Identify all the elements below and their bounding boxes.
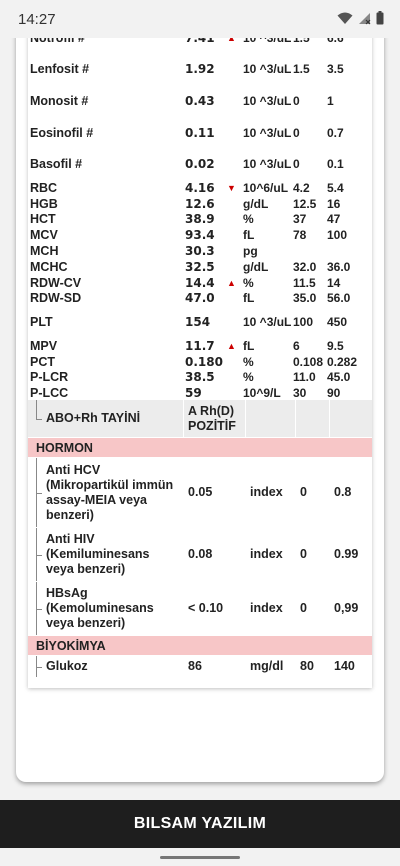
ref-min: 11.0 <box>293 370 316 385</box>
test-unit: pg <box>243 244 258 259</box>
gesture-handle[interactable] <box>160 856 240 859</box>
abo-row <box>28 400 372 438</box>
hormon-rows <box>28 458 372 636</box>
test-value: 0.05 <box>188 485 213 499</box>
abo-name-cell <box>28 400 184 437</box>
cbc-row <box>28 212 372 228</box>
results-panel <box>28 30 372 688</box>
ref-max: 0.8 <box>334 485 352 499</box>
test-unit: 10 ^3/uL <box>243 315 292 330</box>
cbc-row <box>28 354 372 370</box>
test-value: 0.11 <box>185 125 215 140</box>
ref-min: 0.108 <box>293 354 324 369</box>
ref-max: 0.99 <box>334 547 359 561</box>
other-results <box>28 400 372 678</box>
test-value: 14.4 <box>185 275 215 290</box>
test-name: Eosinofil # <box>30 125 94 140</box>
status-time: 14:27 <box>18 11 56 28</box>
ref-max: 0.282 <box>327 354 358 369</box>
test-name: HBsAg (Kemoluminesans veya benzeri) <box>46 586 154 630</box>
ref-max: 450 <box>327 315 348 330</box>
test-name: MCH <box>30 244 59 259</box>
test-unit: index <box>250 547 283 561</box>
test-value: 32.5 <box>185 259 215 274</box>
cbc-row <box>28 148 372 180</box>
result-row <box>28 458 372 528</box>
report-card <box>16 30 384 782</box>
status-bar <box>0 0 400 38</box>
test-name: P-LCC <box>30 386 69 401</box>
test-value: 11.7 <box>185 338 215 353</box>
test-name: Basofil # <box>30 157 83 172</box>
test-unit: g/dL <box>243 259 269 274</box>
test-unit: 10 ^3/uL <box>243 62 292 77</box>
ref-max: 140 <box>334 659 355 673</box>
test-value: 0.08 <box>188 547 213 561</box>
arrow-up-icon: ▲ <box>227 340 236 351</box>
hormon-section-header: HORMON <box>28 438 372 458</box>
test-name: Anti HIV (Kemiluminesans veya benzeri) <box>46 532 150 576</box>
test-unit: fL <box>243 228 255 243</box>
test-value: 154 <box>185 315 211 330</box>
ref-min: 30 <box>293 386 307 401</box>
cbc-row <box>28 370 372 386</box>
test-name: Anti HCV (Mikropartikül immün assay-MEIA veya benzeri) <box>46 462 174 522</box>
ref-min: 100 <box>293 315 314 330</box>
test-name: Monosit # <box>30 93 89 108</box>
cbc-row <box>28 385 372 401</box>
cbc-row <box>28 117 372 149</box>
test-value: 4.16 <box>185 180 215 195</box>
signal-icon <box>358 12 371 25</box>
arrow-up-icon: ▲ <box>227 277 236 288</box>
test-name: HGB <box>30 196 58 211</box>
test-value: 47.0 <box>185 291 215 306</box>
test-name: MCHC <box>30 259 68 274</box>
cbc-row <box>28 338 372 354</box>
ref-max: 5.4 <box>327 180 344 195</box>
result-row <box>28 582 372 636</box>
cbc-results <box>28 30 372 401</box>
cbc-row <box>28 180 372 196</box>
ref-min: 0 <box>293 93 300 108</box>
footer-label: BILSAM YAZILIM <box>133 815 267 832</box>
result-row <box>28 656 372 678</box>
ref-max: 56.0 <box>327 291 351 306</box>
ref-max: 90 <box>327 386 341 401</box>
abo-name: ABO+Rh TAYİNİ <box>46 411 141 425</box>
test-name: PCT <box>30 354 55 369</box>
arrow-down-icon: ▼ <box>227 182 236 193</box>
test-unit: g/dL <box>243 196 269 211</box>
ref-max: 36.0 <box>327 259 351 274</box>
test-value: 59 <box>185 386 202 401</box>
test-name: RDW-CV <box>30 275 82 290</box>
test-name: MCV <box>30 228 58 243</box>
cbc-row <box>28 259 372 275</box>
test-unit: fL <box>243 291 255 306</box>
footer-bar <box>0 800 400 848</box>
ref-min: 1.5 <box>293 62 310 77</box>
test-unit: 10 ^3/uL <box>243 93 292 108</box>
ref-min: 0 <box>300 601 307 615</box>
cbc-row <box>28 196 372 212</box>
test-name: PLT <box>30 315 53 330</box>
ref-min: 78 <box>293 228 307 243</box>
abo-value: A Rh(D) POZİTİF <box>188 403 236 433</box>
test-unit: index <box>250 601 283 615</box>
ref-max: 47 <box>327 212 341 227</box>
test-value: 30.3 <box>185 244 215 259</box>
test-name: RDW-SD <box>30 291 82 306</box>
ref-min: 0 <box>300 485 307 499</box>
test-name: HCT <box>30 212 56 227</box>
test-value: 93.4 <box>185 228 215 243</box>
cbc-row <box>28 227 372 243</box>
battery-icon <box>376 11 384 25</box>
ref-min: 11.5 <box>293 275 316 290</box>
ref-min: 32.0 <box>293 259 317 274</box>
ref-max: 1 <box>327 93 334 108</box>
test-name: MPV <box>30 338 58 353</box>
test-value: 1.92 <box>185 62 215 77</box>
test-unit: % <box>243 212 254 227</box>
test-unit: % <box>243 370 254 385</box>
test-unit: index <box>250 485 283 499</box>
biyokimya-section-header: BİYOKİMYA <box>28 636 372 656</box>
ref-max: 0.1 <box>327 157 344 172</box>
ref-min: 4.2 <box>293 180 310 195</box>
ref-min: 12.5 <box>293 196 317 211</box>
cbc-row <box>28 243 372 259</box>
ref-max: 45.0 <box>327 370 351 385</box>
test-value: < 0.10 <box>188 601 224 615</box>
cbc-row <box>28 275 372 291</box>
abo-value-cell <box>184 400 246 437</box>
ref-min: 0 <box>300 547 307 561</box>
test-unit: 10 ^3/uL <box>243 157 292 172</box>
result-row <box>28 528 372 582</box>
cbc-row <box>28 85 372 117</box>
test-value: 38.9 <box>185 212 215 227</box>
ref-min: 6 <box>293 338 300 353</box>
cbc-row <box>28 54 372 86</box>
ref-min: 0 <box>293 125 300 140</box>
test-value: 12.6 <box>185 196 215 211</box>
test-value: 86 <box>188 659 202 673</box>
ref-max: 9.5 <box>327 338 344 353</box>
ref-min: 37 <box>293 212 307 227</box>
cbc-row <box>28 291 372 307</box>
test-value: 0.180 <box>185 354 223 369</box>
status-icons <box>337 11 384 25</box>
biyokimya-rows <box>28 656 372 678</box>
ref-min: 80 <box>300 659 314 673</box>
test-value: 0.02 <box>185 157 215 172</box>
wifi-icon <box>337 12 353 25</box>
test-unit: % <box>243 275 254 290</box>
test-unit: fL <box>243 338 255 353</box>
test-unit: % <box>243 354 254 369</box>
test-unit: 10 ^3/uL <box>243 125 292 140</box>
ref-max: 0.7 <box>327 125 344 140</box>
test-value: 0.43 <box>185 93 215 108</box>
ref-max: 16 <box>327 196 341 211</box>
cbc-row <box>28 306 372 338</box>
ref-max: 100 <box>327 228 348 243</box>
test-name: RBC <box>30 180 58 195</box>
ref-min: 0 <box>293 157 300 172</box>
ref-max: 3.5 <box>327 62 344 77</box>
test-unit: 10^9/L <box>243 386 281 401</box>
test-value: 38.5 <box>185 370 215 385</box>
ref-min: 35.0 <box>293 291 317 306</box>
test-name: Lenfosit # <box>30 62 90 77</box>
test-name: P-LCR <box>30 370 69 385</box>
test-unit: 10^6/uL <box>243 180 289 195</box>
ref-max: 0,99 <box>334 601 359 615</box>
ref-max: 14 <box>327 275 341 290</box>
test-unit: mg/dl <box>250 659 284 673</box>
test-name: Glukoz <box>46 659 88 673</box>
